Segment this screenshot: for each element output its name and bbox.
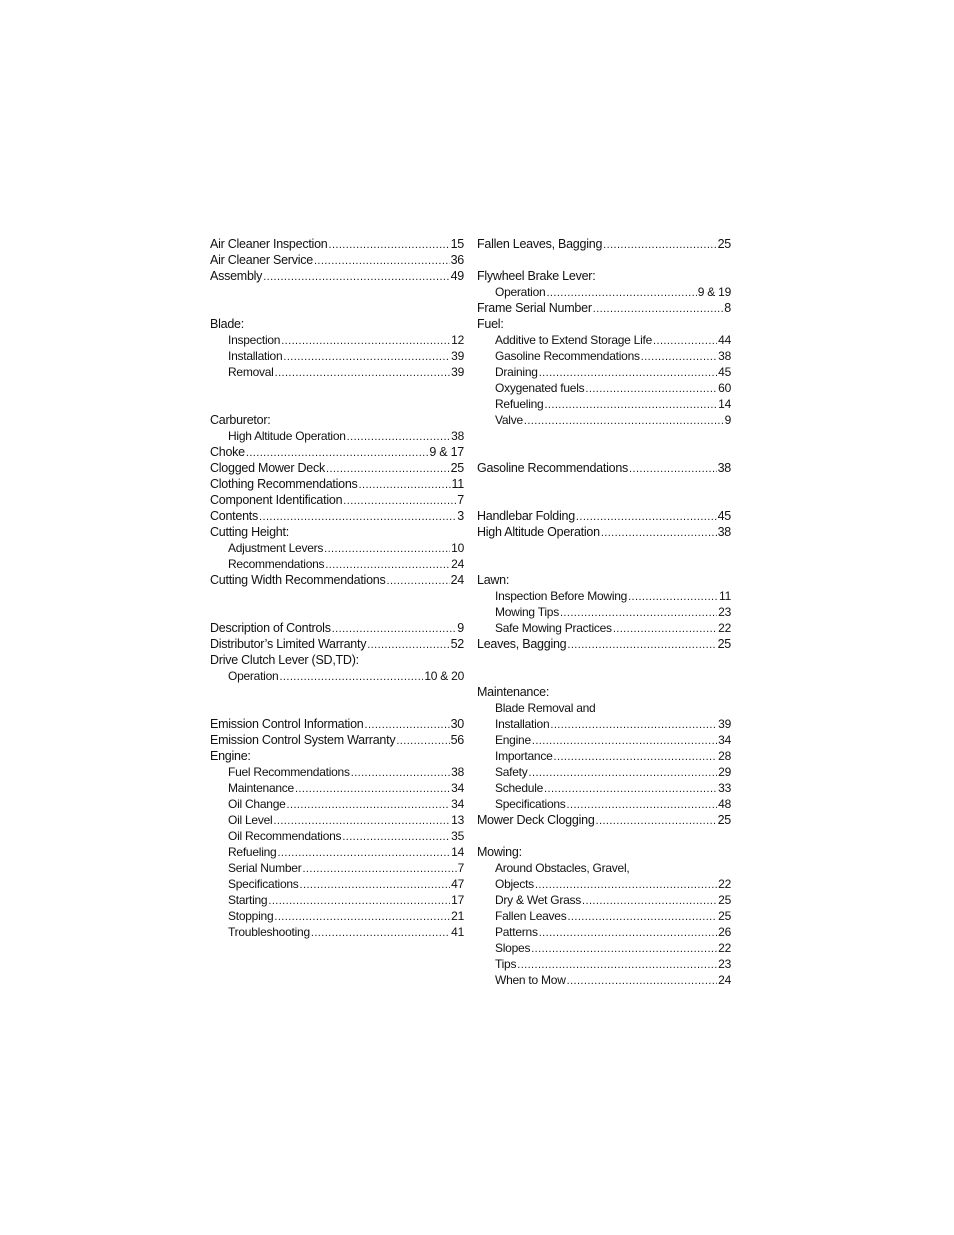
page-number: 38	[451, 429, 464, 443]
entry-label: Maintenance	[228, 781, 294, 795]
index-entry-clogged-mower-deck	[210, 460, 464, 476]
entry-label: High Altitude Operation	[228, 429, 346, 443]
page-number: 21	[451, 909, 464, 923]
index-subentry-installation	[210, 348, 464, 364]
index-subentry-engine	[477, 732, 731, 748]
page-number: 9 & 17	[429, 445, 464, 459]
index-heading-blade	[210, 316, 464, 332]
index-subentry-specifications	[210, 876, 464, 892]
page-number: 44	[718, 333, 731, 347]
entry-label: Specifications	[495, 797, 566, 811]
page-number: 25	[718, 893, 731, 907]
entry-label: Installation	[495, 717, 550, 731]
index-subentry-dry-wet-grass	[477, 892, 731, 908]
dot-leader	[560, 604, 717, 621]
dot-leader	[554, 748, 718, 765]
entry-label: Oxygenated fuels	[495, 381, 585, 395]
entry-label: Choke	[210, 445, 245, 459]
dot-leader	[324, 540, 450, 557]
page-number: 9	[457, 621, 464, 635]
index-subentry-mowing-tips	[477, 604, 731, 620]
dot-leader	[300, 876, 451, 893]
index-entry-distributor-s-limited-warranty	[210, 636, 464, 652]
page-number: 7	[457, 861, 464, 875]
dot-leader	[246, 444, 428, 461]
page-number: 34	[451, 797, 464, 811]
spacer	[210, 284, 464, 300]
page-number: 23	[718, 605, 731, 619]
entry-label: Oil Level	[228, 813, 273, 827]
page-number: 30	[450, 717, 464, 731]
dot-leader	[332, 620, 457, 637]
page-number: 10	[451, 541, 464, 555]
spacer	[477, 540, 731, 556]
page-number: 14	[718, 397, 731, 411]
page-number: 13	[451, 813, 464, 827]
index-heading-blade-removal-and	[477, 700, 731, 716]
entry-label: Mowing Tips	[495, 605, 559, 619]
page-number: 56	[450, 733, 464, 747]
entry-label: Maintenance:	[477, 685, 550, 699]
dot-leader	[576, 508, 717, 525]
entry-label: Frame Serial Number	[477, 301, 592, 315]
index-subentry-slopes	[477, 940, 731, 956]
index-entry-air-cleaner-inspection	[210, 236, 464, 252]
index-entry-assembly	[210, 268, 464, 284]
index-entry-high-altitude-operation	[477, 524, 731, 540]
entry-label: Installation	[228, 349, 283, 363]
entry-label: Carburetor:	[210, 413, 271, 427]
entry-label: Fallen Leaves	[495, 909, 567, 923]
dot-leader	[628, 588, 718, 605]
entry-label: Recommendations	[228, 557, 325, 571]
dot-leader	[396, 732, 449, 749]
entry-label: Mowing:	[477, 845, 522, 859]
index-subentry-adjustment-levers	[210, 540, 464, 556]
page-number: 38	[451, 765, 464, 779]
entry-label: Operation	[228, 669, 279, 683]
dot-leader	[585, 380, 717, 397]
dot-leader	[544, 396, 717, 413]
spacer	[477, 556, 731, 572]
index-entry-frame-serial-number	[477, 300, 731, 316]
entry-label: Handlebar Folding	[477, 509, 575, 523]
dot-leader	[567, 908, 717, 925]
page-number: 38	[717, 461, 731, 475]
entry-label: Blade:	[210, 317, 244, 331]
page-number: 39	[451, 349, 464, 363]
entry-label: Engine	[495, 733, 531, 747]
entry-label: Description of Controls	[210, 621, 331, 635]
page-number: 9	[724, 413, 731, 427]
page-number: 25	[450, 461, 464, 475]
entry-label: Gasoline Recommendations	[495, 349, 640, 363]
entry-label: Engine:	[210, 749, 251, 763]
page-number: 49	[450, 269, 464, 283]
entry-label: Fuel Recommendations	[228, 765, 350, 779]
dot-leader	[351, 764, 450, 781]
index-column-left	[210, 236, 464, 940]
entry-label: Around Obstacles, Gravel,	[495, 861, 630, 875]
index-entry-fallen-leaves-bagging	[477, 236, 731, 252]
dot-leader	[544, 780, 717, 797]
index-entry-cutting-width-recommendations	[210, 572, 464, 588]
index-subentry-starting	[210, 892, 464, 908]
index-entry-gasoline-recommendations	[477, 460, 731, 476]
index-subentry-fuel-recommendations	[210, 764, 464, 780]
spacer	[477, 476, 731, 492]
index-subentry-schedule	[477, 780, 731, 796]
entry-label: Safe Mowing Practices	[495, 621, 612, 635]
index-heading-flywheel-brake-lever	[477, 268, 731, 284]
entry-label: Oil Change	[228, 797, 286, 811]
index-subentry-troubleshooting	[210, 924, 464, 940]
entry-label: Assembly	[210, 269, 263, 283]
entry-label: Inspection Before Mowing	[495, 589, 628, 603]
dot-leader	[596, 812, 717, 829]
page-number: 24	[451, 557, 464, 571]
page-number: 17	[451, 893, 464, 907]
page-number: 48	[718, 797, 731, 811]
index-subentry-serial-number	[210, 860, 464, 876]
page-number: 22	[718, 621, 731, 635]
entry-label: Drive Clutch Lever (SD,TD):	[210, 653, 359, 667]
index-subentry-stopping	[210, 908, 464, 924]
entry-label: Inspection	[228, 333, 281, 347]
index-entry-leaves-bagging	[477, 636, 731, 652]
dot-leader	[535, 876, 717, 893]
entry-label: Gasoline Recommendations	[477, 461, 629, 475]
index-subentry-importance	[477, 748, 731, 764]
index-subentry-operation	[210, 668, 464, 684]
entry-label: Leaves, Bagging	[477, 637, 567, 651]
page-number: 22	[718, 941, 731, 955]
dot-leader	[274, 908, 450, 925]
page-number: 3	[457, 509, 464, 523]
dot-leader	[279, 668, 423, 685]
entry-label: Clothing Recommendations	[210, 477, 358, 491]
index-entry-handlebar-folding	[477, 508, 731, 524]
dot-leader	[593, 300, 724, 317]
index-subentry-maintenance	[210, 780, 464, 796]
dot-leader	[263, 268, 449, 285]
entry-label: Emission Control System Warranty	[210, 733, 396, 747]
index-subentry-fallen-leaves	[477, 908, 731, 924]
index-subentry-oil-recommendations	[210, 828, 464, 844]
entry-label: Air Cleaner Service	[210, 253, 313, 267]
spacer	[210, 380, 464, 396]
index-subentry-oxygenated-fuels	[477, 380, 731, 396]
entry-label: Specifications	[228, 877, 299, 891]
index-entry-mower-deck-clogging	[477, 812, 731, 828]
page-number: 36	[450, 253, 464, 267]
dot-leader	[517, 956, 717, 973]
page-number: 33	[718, 781, 731, 795]
dot-leader	[539, 924, 717, 941]
dot-leader	[275, 364, 451, 381]
spacer	[210, 396, 464, 412]
spacer	[477, 668, 731, 684]
dot-leader	[601, 524, 717, 541]
dot-leader	[268, 892, 450, 909]
index-subentry-removal	[210, 364, 464, 380]
page-number: 34	[451, 781, 464, 795]
dot-leader	[567, 796, 718, 813]
entry-label: Tips	[495, 957, 517, 971]
index-subentry-installation	[477, 716, 731, 732]
entry-label: Troubleshooting	[228, 925, 310, 939]
index-subentry-objects	[477, 876, 731, 892]
entry-label: Stopping	[228, 909, 274, 923]
entry-label: Safety	[495, 765, 528, 779]
spacer	[210, 684, 464, 700]
dot-leader	[287, 796, 451, 813]
page-number: 29	[718, 765, 731, 779]
page-number: 22	[718, 877, 731, 891]
index-subentry-valve	[477, 412, 731, 428]
dot-leader	[283, 348, 450, 365]
dot-leader	[359, 476, 451, 493]
entry-label: Air Cleaner Inspection	[210, 237, 328, 251]
page-number: 15	[450, 237, 464, 251]
dot-leader	[311, 924, 450, 941]
entry-label: Valve	[495, 413, 523, 427]
index-subentry-oil-level	[210, 812, 464, 828]
entry-label: Clogged Mower Deck	[210, 461, 325, 475]
index-entry-air-cleaner-service	[210, 252, 464, 268]
page-number: 24	[718, 973, 731, 987]
dot-leader	[641, 348, 717, 365]
page-number: 11	[719, 589, 731, 603]
entry-label: Emission Control Information	[210, 717, 364, 731]
index-subentry-safe-mowing-practices	[477, 620, 731, 636]
page-number: 34	[718, 733, 731, 747]
index-heading-carburetor	[210, 412, 464, 428]
index-entry-description-of-controls	[210, 620, 464, 636]
index-entry-emission-control-system-warranty	[210, 732, 464, 748]
entry-label: Removal	[228, 365, 274, 379]
entry-label: Dry & Wet Grass	[495, 893, 582, 907]
spacer	[210, 588, 464, 604]
page-number: 8	[724, 301, 731, 315]
page-number: 7	[457, 493, 464, 507]
page-number: 23	[718, 957, 731, 971]
entry-label: Cutting Height:	[210, 525, 289, 539]
index-heading-mowing	[477, 844, 731, 860]
index-entry-emission-control-information	[210, 716, 464, 732]
page-number: 52	[450, 637, 464, 651]
page-number: 60	[718, 381, 731, 395]
entry-label: Additive to Extend Storage Life	[495, 333, 653, 347]
page-number: 10 & 20	[424, 669, 464, 683]
page-number: 25	[717, 237, 731, 251]
index-heading-fuel	[477, 316, 731, 332]
page-number: 35	[451, 829, 464, 843]
dot-leader	[524, 412, 724, 429]
entry-label: Flywheel Brake Lever:	[477, 269, 596, 283]
index-subentry-specifications	[477, 796, 731, 812]
index-subentry-recommendations	[210, 556, 464, 572]
entry-label: Importance	[495, 749, 553, 763]
spacer	[210, 604, 464, 620]
index-heading-maintenance	[477, 684, 731, 700]
entry-label: Schedule	[495, 781, 544, 795]
dot-leader	[546, 284, 696, 301]
index-subentry-inspection-before-mowing	[477, 588, 731, 604]
page-number: 26	[718, 925, 731, 939]
entry-label: Blade Removal and	[495, 701, 596, 715]
entry-label: High Altitude Operation	[477, 525, 600, 539]
spacer	[210, 300, 464, 316]
page-number: 24	[450, 573, 464, 587]
spacer	[477, 444, 731, 460]
dot-leader	[295, 780, 450, 797]
dot-leader	[386, 572, 449, 589]
entry-label: Adjustment Levers	[228, 541, 324, 555]
index-subentry-patterns	[477, 924, 731, 940]
dot-leader	[550, 716, 717, 733]
dot-leader	[629, 460, 717, 477]
spacer	[477, 252, 731, 268]
page-number: 14	[451, 845, 464, 859]
dot-leader	[567, 636, 716, 653]
index-heading-around-obstacles-gravel	[477, 860, 731, 876]
page-number: 28	[718, 749, 731, 763]
index-subentry-tips	[477, 956, 731, 972]
entry-label: Mower Deck Clogging	[477, 813, 595, 827]
entry-label: When to Mow	[495, 973, 566, 987]
page-number: 47	[451, 877, 464, 891]
index-subentry-high-altitude-operation	[210, 428, 464, 444]
dot-leader	[367, 636, 449, 653]
spacer	[210, 700, 464, 716]
dot-leader	[342, 828, 450, 845]
index-heading-engine	[210, 748, 464, 764]
dot-leader	[653, 332, 717, 349]
page-number: 38	[717, 525, 731, 539]
index-subentry-refueling	[477, 396, 731, 412]
entry-label: Draining	[495, 365, 538, 379]
dot-leader	[325, 556, 450, 573]
page-number: 45	[717, 509, 731, 523]
dot-leader	[364, 716, 449, 733]
entry-label: Distributor’s Limited Warranty	[210, 637, 367, 651]
entry-label: Objects	[495, 877, 534, 891]
index-subentry-refueling	[210, 844, 464, 860]
index-subentry-operation	[477, 284, 731, 300]
index-subentry-draining	[477, 364, 731, 380]
page-number: 38	[718, 349, 731, 363]
dot-leader	[532, 732, 717, 749]
index-heading-cutting-height	[210, 524, 464, 540]
index-entry-component-identification	[210, 492, 464, 508]
entry-label: Operation	[495, 285, 546, 299]
entry-label: Refueling	[228, 845, 277, 859]
index-subentry-inspection	[210, 332, 464, 348]
index-column-right	[477, 236, 731, 988]
entry-label: Cutting Width Recommendations	[210, 573, 386, 587]
page-number: 25	[718, 909, 731, 923]
dot-leader	[347, 428, 450, 445]
dot-leader	[273, 812, 450, 829]
dot-leader	[582, 892, 717, 909]
entry-label: Fuel:	[477, 317, 504, 331]
page-number: 45	[718, 365, 731, 379]
dot-leader	[603, 236, 716, 253]
index-subentry-gasoline-recommendations	[477, 348, 731, 364]
index-entry-contents	[210, 508, 464, 524]
index-heading-drive-clutch-lever-sd-td	[210, 652, 464, 668]
dot-leader	[259, 508, 456, 525]
dot-leader	[343, 492, 456, 509]
dot-leader	[529, 764, 718, 781]
page-number: 11	[451, 477, 464, 491]
dot-leader	[281, 332, 450, 349]
entry-label: Lawn:	[477, 573, 510, 587]
spacer	[477, 828, 731, 844]
entry-label: Contents	[210, 509, 259, 523]
dot-leader	[328, 236, 449, 253]
dot-leader	[531, 940, 717, 957]
index-subentry-safety	[477, 764, 731, 780]
dot-leader	[277, 844, 450, 861]
index-subentry-oil-change	[210, 796, 464, 812]
dot-leader	[302, 860, 456, 877]
page-number: 39	[718, 717, 731, 731]
entry-label: Slopes	[495, 941, 531, 955]
entry-label: Fallen Leaves, Bagging	[477, 237, 603, 251]
index-entry-clothing-recommendations	[210, 476, 464, 492]
dot-leader	[613, 620, 717, 637]
entry-label: Refueling	[495, 397, 544, 411]
spacer	[477, 652, 731, 668]
index-subentry-additive-to-extend-storage-life	[477, 332, 731, 348]
dot-leader	[567, 972, 718, 989]
entry-label: Serial Number	[228, 861, 302, 875]
page-number: 9 & 19	[697, 285, 731, 299]
index-entry-choke	[210, 444, 464, 460]
spacer	[477, 492, 731, 508]
index-subentry-when-to-mow	[477, 972, 731, 988]
page-number: 25	[717, 637, 731, 651]
page-number: 39	[451, 365, 464, 379]
entry-label: Starting	[228, 893, 268, 907]
dot-leader	[539, 364, 717, 381]
entry-label: Component Identification	[210, 493, 343, 507]
entry-label: Oil Recommendations	[228, 829, 342, 843]
page-number: 41	[451, 925, 464, 939]
entry-label: Patterns	[495, 925, 538, 939]
page-number: 25	[717, 813, 731, 827]
spacer	[477, 428, 731, 444]
dot-leader	[326, 460, 450, 477]
page-number: 12	[451, 333, 464, 347]
index-heading-lawn	[477, 572, 731, 588]
dot-leader	[314, 252, 450, 269]
